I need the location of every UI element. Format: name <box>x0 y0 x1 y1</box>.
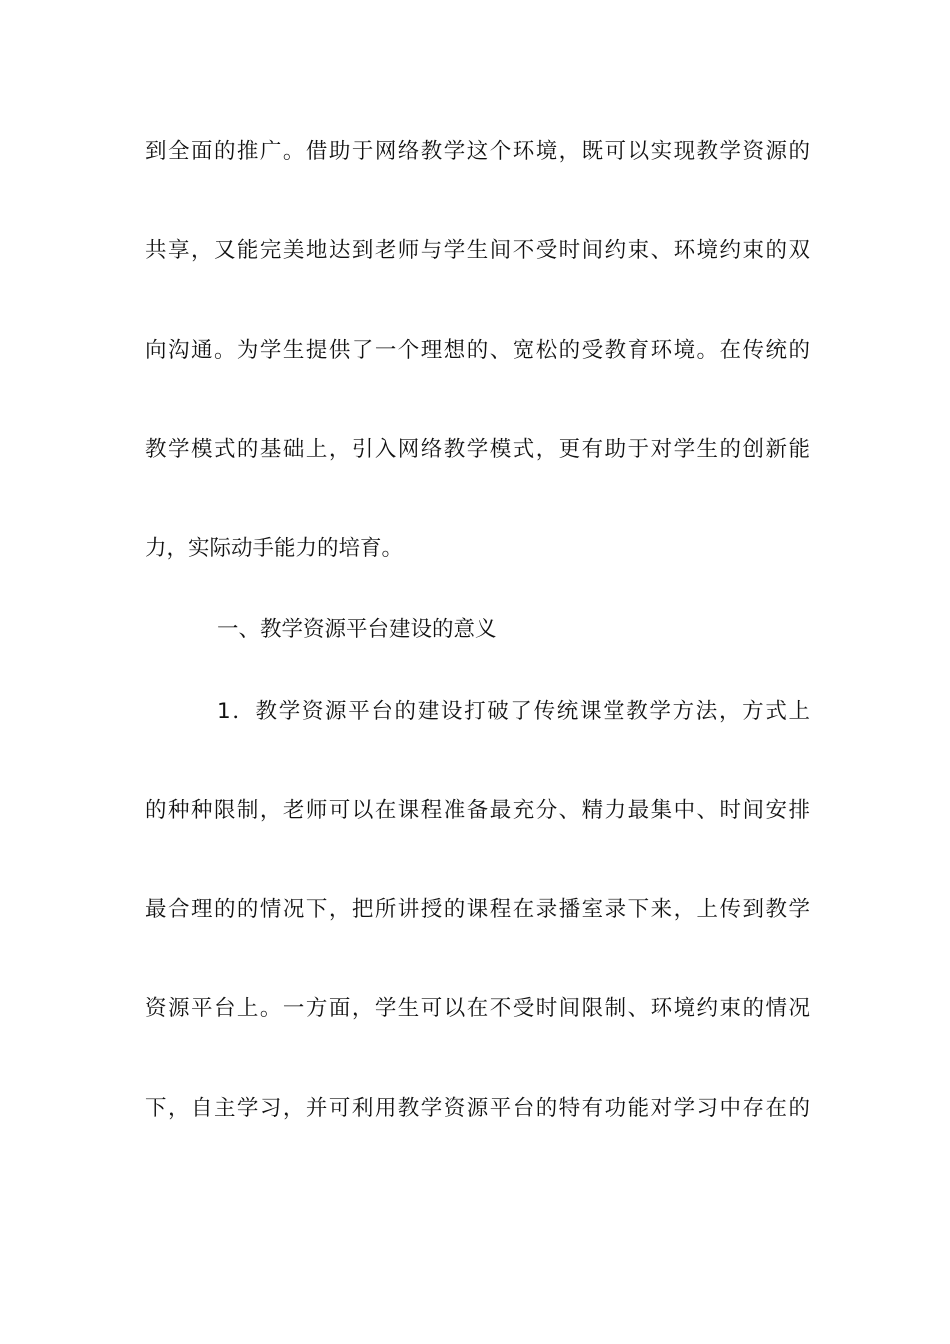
paragraph-line: 资源平台上。一方面，学生可以在不受时间限制、环境约束的情况 <box>145 996 810 1021</box>
paragraph-line: 1．教学资源平台的建设打破了传统课堂教学方法，方式上 <box>217 699 810 724</box>
paragraph-line: 到全面的推广。借助于网络教学这个环境，既可以实现教学资源的 <box>145 139 810 164</box>
paragraph-line: 的种种限制，老师可以在课程准备最充分、精力最集中、时间安排 <box>145 798 810 823</box>
paragraph-line: 力，实际动手能力的培育。 <box>145 536 404 561</box>
paragraph-line: 下，自主学习，并可利用教学资源平台的特有功能对学习中存在的 <box>145 1096 810 1121</box>
paragraph-line: 最合理的的情况下，把所讲授的课程在录播室录下来，上传到教学 <box>145 897 810 922</box>
paragraph-line: 共享，又能完美地达到老师与学生间不受时间约束、环境约束的双 <box>145 238 810 263</box>
section-heading: 一、教学资源平台建设的意义 <box>217 617 497 642</box>
paragraph-line: 向沟通。为学生提供了一个理想的、宽松的受教育环境。在传统的 <box>145 338 810 363</box>
paragraph-line: 教学模式的基础上，引入网络教学模式，更有助于对学生的创新能 <box>145 437 810 462</box>
